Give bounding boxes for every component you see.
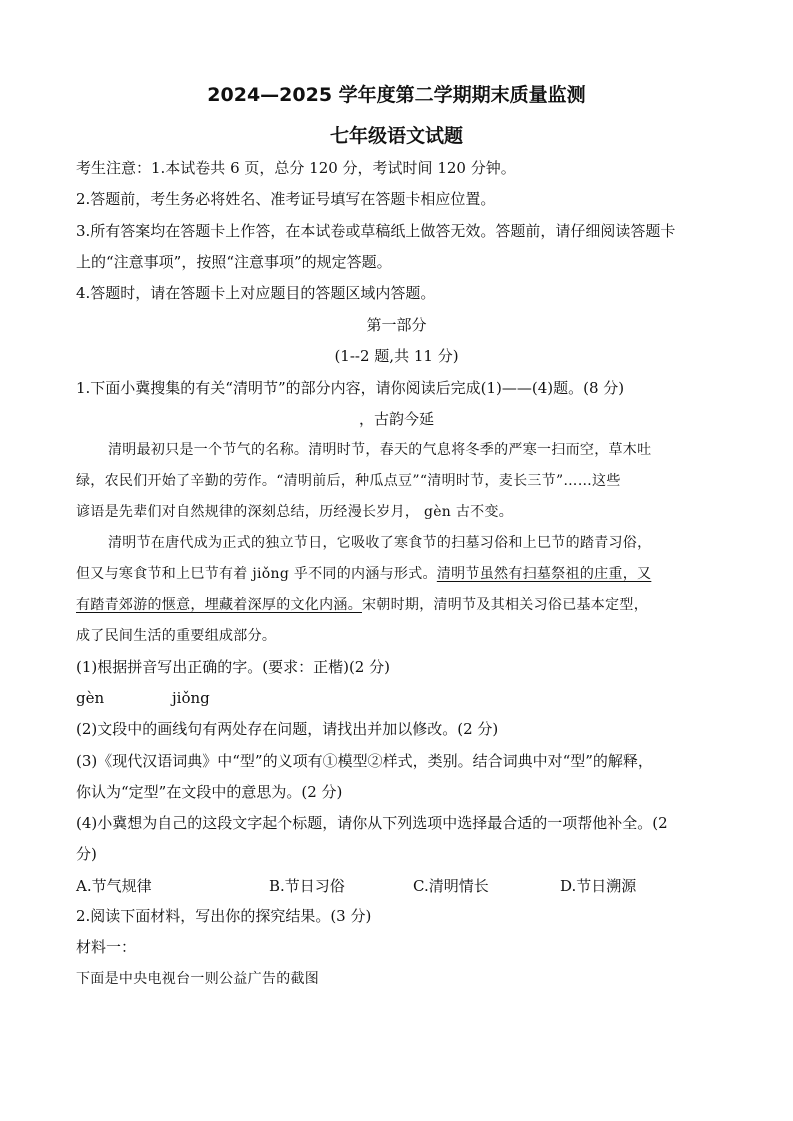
notice-line-1: 考生注意：1.本试卷共 6 页，总分 120 分，考试时间 120 分钟。 [76,159,516,177]
q1-sub4-line-2: 分) [76,845,97,863]
part-range: (1--2 题,共 11 分) [334,347,459,365]
notice-line-3: 3.所有答案均在答题卡上作答，在本试卷或草稿纸上做答无效。答题前，请仔细阅读答题卡 [76,222,676,240]
pinyin-jiong: jiǒng [172,689,210,707]
passage-p1-line-2: 绿，农民们开始了辛勤的劳作。“清明前后，种瓜点豆”“清明时节，麦长三节”……这些 [76,473,621,489]
option-d: D.节日溯源 [560,877,637,895]
q1-sub3-line-1: (3)《现代汉语词典》中“型”的义项有①模型②样式，类别。结合词典中对“型”的解释， [76,752,653,770]
underlined-sentence: 清明节虽然有扫墓祭祖的庄重，又 [436,566,652,582]
q2-stem: 2.阅读下面材料，写出你的探究结果。(3 分) [76,907,372,925]
passage-p1-line-1: 清明最初只是一个节气的名称。清明时节，春天的气息将冬季的严寒一扫而空，草木吐 [108,442,652,458]
exam-subtitle: 七年级语文试题 [329,125,463,147]
notice-line-2: 2.答题前，考生务必将姓名、准考证号填写在答题卡相应位置。 [76,190,496,208]
option-c: C.清明情长 [413,877,489,895]
option-b: B.节日习俗 [269,877,345,895]
exam-title: 2024—2025 学年度第二学期期末质量监测 [207,84,586,106]
q1-sub2: (2)文段中的画线句有两处存在问题，请找出并加以修改。(2 分) [76,720,499,738]
passage-text: 但又与寒食节和上巳节有着 jiǒng 乎不同的内涵与形式。 [76,566,437,582]
notice-line-5: 4.答题时，请在答题卡上对应题目的答题区域内答题。 [76,284,436,302]
notice-line-4: 上的“注意事项”，按照“注意事项”的规定答题。 [76,253,392,271]
q2-caption: 下面是中央电视台一则公益广告的截图 [76,971,320,987]
part-heading: 第一部分 [366,316,427,334]
pinyin-gen: gèn [76,689,105,707]
passage-p2-line-4: 成了民间生活的重要组成部分。 [76,628,277,644]
q1-sub4-line-1: (4)小冀想为自己的这段文字起个标题，请你从下列选项中选择最合适的一项帮他补全。(2 [76,814,668,832]
q1-stem: 1.下面小冀搜集的有关“清明节”的部分内容，请你阅读后完成(1)——(4)题。(8 分) [76,379,625,397]
option-a: A.节气规律 [76,877,152,895]
passage-title: ，古韵今延 [358,410,434,428]
passage-text: 宋朝时期，清明节及其相关习俗已基本定型， [362,597,648,613]
passage-p2-line-2 [76,564,651,584]
q2-material-1: 材料一： [76,938,137,956]
underlined-sentence: 有踏青郊游的惬意，埋藏着深厚的文化内涵。 [76,597,362,613]
q1-sub1: (1)根据拼音写出正确的字。(要求：正楷)(2 分) [76,658,390,676]
passage-p1-line-3: 谚语是先辈们对自然规律的深刻总结，历经漫长岁月， gèn 古不变。 [76,504,514,520]
passage-p2-line-1: 清明节在唐代成为正式的独立节日，它吸收了寒食节的扫墓习俗和上巳节的踏青习俗， [108,535,652,551]
passage-p2-line-3 [76,595,648,615]
q1-sub3-line-2: 你认为“定型”在文段中的意思为。(2 分) [76,783,343,801]
